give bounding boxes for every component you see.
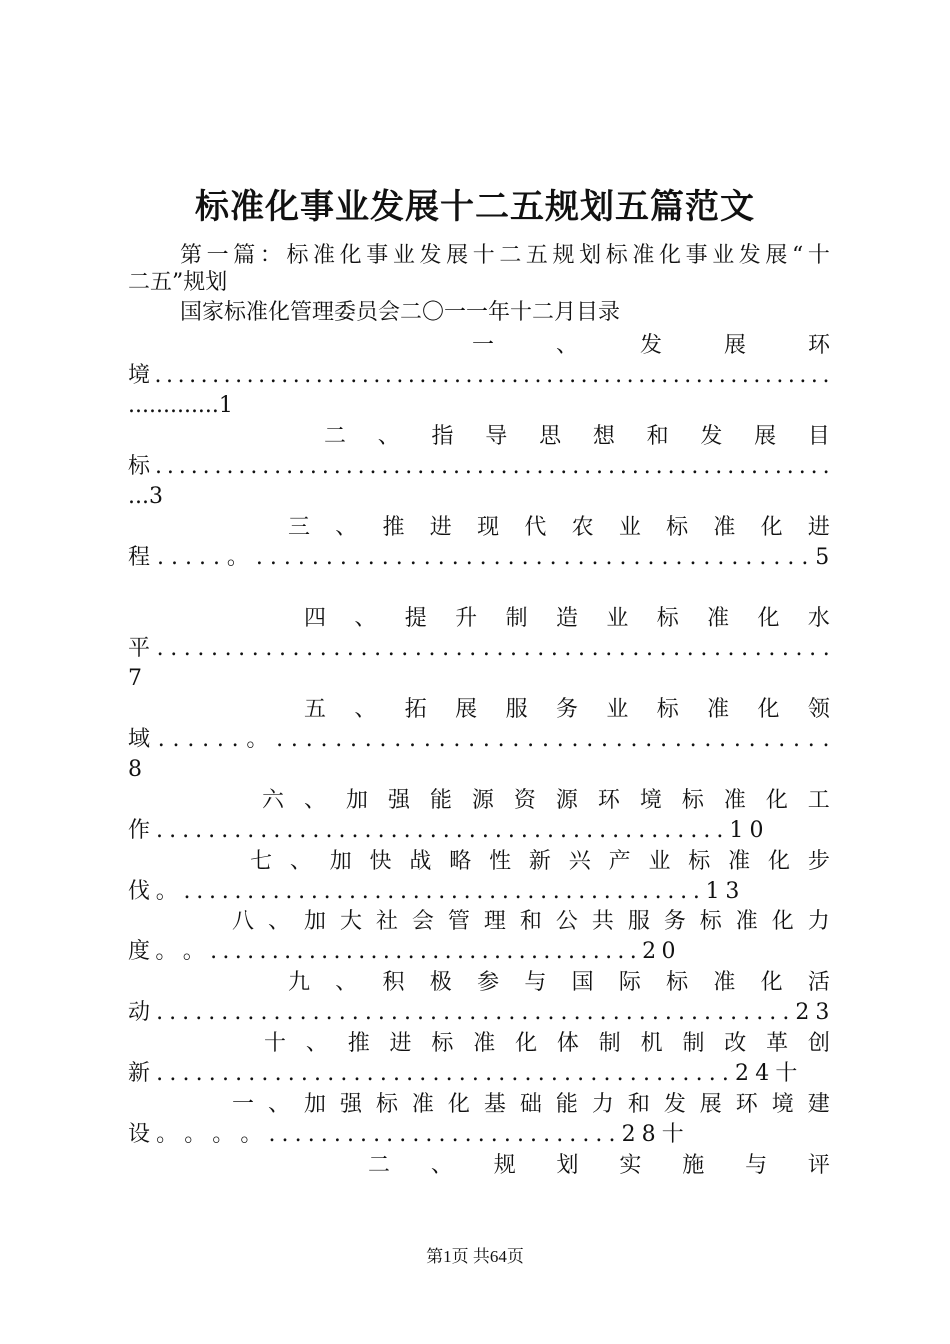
toc-entry-2-heading: 二 、 指 导 思 想 和 发 展 目 xyxy=(324,424,830,449)
paragraph-line-1: 第 一 篇 ： 标 准 化 事 业 发 展 十 二 五 规 划 标 准 化 事 业 发 展 “ 十 xyxy=(180,243,830,268)
toc-entry-10-leader: 新 . . . . . . . . . . . . . . . . . . . . . . . . . . . . . . . . . . . . . . . . . . . . 2 4 十 xyxy=(128,1061,798,1086)
toc-entry-1-page: .............1 xyxy=(128,393,233,418)
toc-entry-2-page: ...3 xyxy=(128,484,163,509)
toc-entry-9-leader: 动 . . . . . . . . . . . . . . . . . . . . . . . . . . . . . . . . . . . . . . . . . . . . . . . . . 2 3 xyxy=(128,1000,830,1025)
toc-entry-5-page: 8 xyxy=(128,757,142,782)
paragraph-line-2: 二五”规划 xyxy=(128,270,228,295)
toc-entry-4-heading: 四 、 提 升 制 造 业 标 准 化 水 xyxy=(304,606,830,631)
toc-entry-8-leader: 度 。 。 . . . . . . . . . . . . . . . . . . . . . . . . . . . . . . . . . . . 2 0 xyxy=(128,939,676,964)
page-footer: 第1页 共64页 xyxy=(426,1247,524,1266)
toc-entry-10-heading: 十 、 推 进 标 准 化 体 制 机 制 改 革 创 xyxy=(264,1031,830,1056)
toc-entry-7-leader: 伐 。 . . . . . . . . . . . . . . . . . . . . . . . . . . . . . . . . . . . . . . . . . 1 3 xyxy=(128,879,740,904)
toc-entry-4-page: 7 xyxy=(128,666,142,691)
toc-entry-7-heading: 七 、 加 快 战 略 性 新 兴 产 业 标 准 化 步 xyxy=(250,849,830,874)
toc-entry-6-leader: 作 . . . . . . . . . . . . . . . . . . . . . . . . . . . . . . . . . . . . . . . . . . . . 1 0 xyxy=(128,818,764,843)
toc-entry-3-heading: 三 、 推 进 现 代 农 业 标 准 化 进 xyxy=(288,515,830,540)
toc-entry-1-leader: 境 . . . . . . . . . . . . . . . . . . . . . . . . . . . . . . . . . . . . . . . . . . . . . . . . . . . . . . . . . . . xyxy=(128,363,830,388)
toc-entry-12-heading: 二 、 规 划 实 施 与 评 xyxy=(368,1153,830,1178)
toc-entry-11-heading: 一 、 加 强 标 准 化 基 础 能 力 和 发 展 环 境 建 xyxy=(232,1092,830,1117)
toc-entry-5-leader: 域 . . . . . . 。 . . . . . . . . . . . . . . . . . . . . . . . . . . . . . . . . . . . . . . xyxy=(128,727,830,752)
toc-entry-8-heading: 八 、 加 大 社 会 管 理 和 公 共 服 务 标 准 化 力 xyxy=(232,909,830,934)
toc-entry-5-heading: 五 、 拓 展 服 务 业 标 准 化 领 xyxy=(304,697,830,722)
paragraph-line-3: 国家标准化管理委员会二〇一一年十二月目录 xyxy=(180,300,621,325)
toc-entry-4-leader: 平 . . . . . . . . . . . . . . . . . . . . . . . . . . . . . . . . . . . . . . . . . . . . . . . . . . xyxy=(128,636,830,661)
toc-entry-9-heading: 九 、 积 极 参 与 国 际 标 准 化 活 xyxy=(288,970,830,995)
toc-entry-1-heading: 一 、 发 展 环 xyxy=(472,333,830,358)
toc-entry-6-heading: 六 、 加 强 能 源 资 源 环 境 标 准 化 工 xyxy=(262,788,830,813)
toc-entry-3-leader: 程 . . . . . 。 . . . . . . . . . . . . . . . . . . . . . . . . . . . . . . . . . . . . . . . . 5 xyxy=(128,545,830,570)
toc-entry-2-leader: 标 . . . . . . . . . . . . . . . . . . . . . . . . . . . . . . . . . . . . . . . . . . . . . . . . . . . . . . . . . xyxy=(128,454,830,479)
toc-entry-11-leader: 设 。 。 。 。 . . . . . . . . . . . . . . . . . . . . . . . . . . . 2 8 十 xyxy=(128,1122,684,1147)
document-title: 标准化事业发展十二五规划五篇范文 xyxy=(195,187,755,227)
